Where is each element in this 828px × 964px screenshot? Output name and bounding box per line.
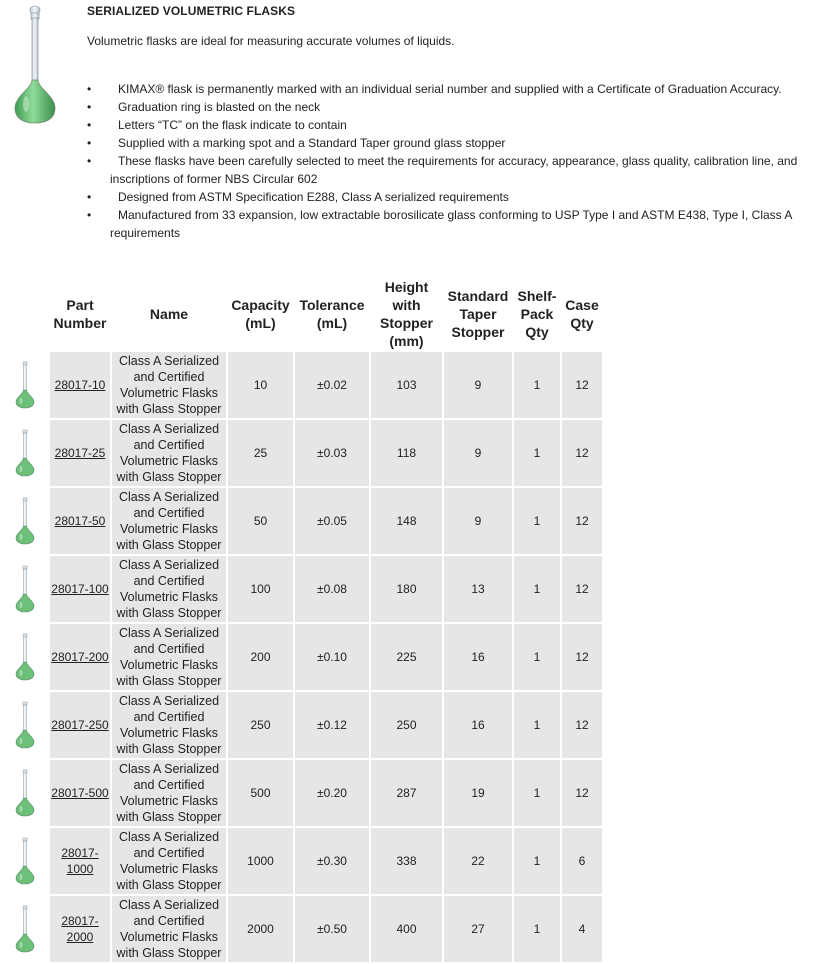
case-qty-cell: 12 — [562, 556, 602, 622]
table-row — [2, 556, 602, 622]
case-qty-cell: 12 — [562, 420, 602, 486]
page-title: SERIALIZED VOLUMETRIC FLASKS — [87, 4, 296, 18]
taper-cell: 9 — [444, 352, 512, 418]
tolerance-cell: ±0.05 — [295, 488, 369, 554]
taper-cell: 16 — [444, 624, 512, 690]
name-cell: Class A Serialized and Certified Volumetric Flasks with Glass Stopper — [112, 488, 226, 554]
tolerance-cell: ±0.30 — [295, 828, 369, 894]
name-cell: Class A Serialized and Certified Volumetric Flasks with Glass Stopper — [112, 692, 226, 758]
case-qty-cell: 12 — [562, 692, 602, 758]
flask-thumbnail-icon[interactable] — [2, 692, 48, 758]
shelf-pack-cell: 1 — [514, 556, 560, 622]
height-cell: 180 — [371, 556, 442, 622]
case-qty-cell: 12 — [562, 624, 602, 690]
taper-cell: 13 — [444, 556, 512, 622]
table-header-row — [2, 278, 602, 350]
tolerance-cell: ±0.20 — [295, 760, 369, 826]
feature-list — [87, 80, 822, 242]
table-row — [2, 488, 602, 554]
part-number-cell — [50, 556, 110, 622]
taper-cell: 19 — [444, 760, 512, 826]
height-cell: 148 — [371, 488, 442, 554]
capacity-cell: 200 — [228, 624, 293, 690]
table-row — [2, 828, 602, 894]
name-cell: Class A Serialized and Certified Volumetric Flasks with Glass Stopper — [112, 556, 226, 622]
part-number-link[interactable]: 28017-100 — [51, 582, 109, 596]
capacity-cell: 10 — [228, 352, 293, 418]
taper-header: Standard Taper Stopper — [444, 278, 512, 350]
capacity-cell: 25 — [228, 420, 293, 486]
taper-cell: 27 — [444, 896, 512, 962]
capacity-cell: 250 — [228, 692, 293, 758]
flask-thumbnail-icon[interactable] — [2, 624, 48, 690]
part-number-cell — [50, 488, 110, 554]
feature-item: • Graduation ring is blasted on the neck — [87, 98, 822, 116]
case-qty-header: Case Qty — [562, 278, 602, 350]
part-number-cell — [50, 896, 110, 962]
table-row — [2, 624, 602, 690]
shelf-pack-cell: 1 — [514, 352, 560, 418]
capacity-cell: 50 — [228, 488, 293, 554]
part-number-cell — [50, 420, 110, 486]
part-number-cell — [50, 760, 110, 826]
case-qty-cell: 4 — [562, 896, 602, 962]
shelf-pack-cell: 1 — [514, 828, 560, 894]
height-cell: 118 — [371, 420, 442, 486]
flask-thumbnail-icon[interactable] — [2, 896, 48, 962]
tolerance-cell: ±0.02 — [295, 352, 369, 418]
part-number-cell — [50, 624, 110, 690]
taper-cell: 22 — [444, 828, 512, 894]
feature-item: • Letters “TC” on the flask indicate to contain — [87, 116, 822, 134]
thumb-column-header — [2, 278, 48, 350]
tolerance-cell: ±0.10 — [295, 624, 369, 690]
capacity-cell: 1000 — [228, 828, 293, 894]
shelf-pack-cell: 1 — [514, 624, 560, 690]
feature-item: • Designed from ASTM Specification E288, Class A serialized requirements — [87, 188, 822, 206]
height-cell: 338 — [371, 828, 442, 894]
feature-item: • Manufactured from 33 expansion, low extractable borosilicate glass conforming to USP Type I and ASTM E438, Type I, Class A requirements — [87, 206, 822, 242]
part-number-link[interactable]: 28017-250 — [51, 718, 109, 732]
taper-cell: 9 — [444, 420, 512, 486]
tolerance-cell: ±0.08 — [295, 556, 369, 622]
shelf-pack-header: Shelf-Pack Qty — [514, 278, 560, 350]
part-number-link[interactable]: 28017-500 — [51, 786, 109, 800]
tolerance-cell: ±0.03 — [295, 420, 369, 486]
height-cell: 225 — [371, 624, 442, 690]
feature-item: • Supplied with a marking spot and a Standard Taper ground glass stopper — [87, 134, 822, 152]
volumetric-flask-image — [12, 4, 58, 126]
part-number-link[interactable]: 28017-1000 — [61, 846, 99, 876]
tolerance-cell: ±0.50 — [295, 896, 369, 962]
capacity-cell: 500 — [228, 760, 293, 826]
height-cell: 103 — [371, 352, 442, 418]
height-header: Height with Stopper (mm) — [371, 278, 442, 350]
height-cell: 250 — [371, 692, 442, 758]
case-qty-cell: 6 — [562, 828, 602, 894]
height-cell: 287 — [371, 760, 442, 826]
name-header: Name — [112, 278, 226, 350]
flask-thumbnail-icon[interactable] — [2, 352, 48, 418]
flask-thumbnail-icon[interactable] — [2, 828, 48, 894]
capacity-cell: 2000 — [228, 896, 293, 962]
capacity-header: Capacity (mL) — [228, 278, 293, 350]
table-row — [2, 352, 602, 418]
table-row — [2, 692, 602, 758]
shelf-pack-cell: 1 — [514, 760, 560, 826]
case-qty-cell: 12 — [562, 352, 602, 418]
name-cell: Class A Serialized and Certified Volumetric Flasks with Glass Stopper — [112, 760, 226, 826]
part-number-link[interactable]: 28017-2000 — [61, 914, 99, 944]
part-number-link[interactable]: 28017-25 — [54, 446, 106, 460]
part-number-link[interactable]: 28017-50 — [54, 514, 106, 528]
tolerance-header: Tolerance (mL) — [295, 278, 369, 350]
flask-thumbnail-icon[interactable] — [2, 488, 48, 554]
flask-thumbnail-icon[interactable] — [2, 760, 48, 826]
shelf-pack-cell: 1 — [514, 896, 560, 962]
name-cell: Class A Serialized and Certified Volumetric Flasks with Glass Stopper — [112, 420, 226, 486]
name-cell: Class A Serialized and Certified Volumetric Flasks with Glass Stopper — [112, 896, 226, 962]
feature-item: • KIMAX® flask is permanently marked with an individual serial number and supplied with a Certificate of Graduation Accuracy. — [87, 80, 822, 98]
tolerance-cell: ±0.12 — [295, 692, 369, 758]
case-qty-cell: 12 — [562, 760, 602, 826]
part-number-cell — [50, 352, 110, 418]
case-qty-cell: 12 — [562, 488, 602, 554]
part-number-cell — [50, 828, 110, 894]
part-number-header: Part Number — [50, 278, 110, 350]
part-number-cell — [50, 692, 110, 758]
shelf-pack-cell: 1 — [514, 420, 560, 486]
name-cell: Class A Serialized and Certified Volumetric Flasks with Glass Stopper — [112, 352, 226, 418]
shelf-pack-cell: 1 — [514, 692, 560, 758]
table-row — [2, 896, 602, 962]
flask-thumbnail-icon[interactable] — [2, 556, 48, 622]
table-row — [2, 760, 602, 826]
capacity-cell: 100 — [228, 556, 293, 622]
part-number-link[interactable]: 28017-200 — [51, 650, 109, 664]
height-cell: 400 — [371, 896, 442, 962]
shelf-pack-cell: 1 — [514, 488, 560, 554]
taper-cell: 16 — [444, 692, 512, 758]
part-number-link[interactable]: 28017-10 — [54, 378, 106, 392]
flask-thumbnail-icon[interactable] — [2, 420, 48, 486]
name-cell: Class A Serialized and Certified Volumetric Flasks with Glass Stopper — [112, 624, 226, 690]
intro-text: Volumetric flasks are ideal for measuring accurate volumes of liquids. — [87, 34, 455, 48]
product-table — [0, 276, 604, 964]
table-row — [2, 420, 602, 486]
taper-cell: 9 — [444, 488, 512, 554]
feature-item: • These flasks have been carefully selected to meet the requirements for accuracy, appearance, glass quality, calibration line, and inscriptions of former NBS Circular 602 — [87, 152, 822, 188]
name-cell: Class A Serialized and Certified Volumetric Flasks with Glass Stopper — [112, 828, 226, 894]
